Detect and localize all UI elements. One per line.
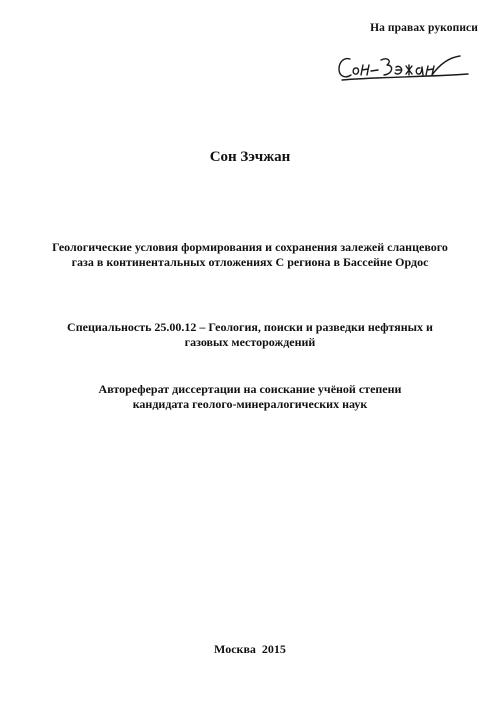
- specialty-line-1: Специальность 25.00.12 – Геология, поиски и разведки нефтяных и: [67, 320, 433, 334]
- specialty-line-2: газовых месторождений: [184, 335, 316, 349]
- title-line-1: Геологические условия формирования и сохранения залежей сланцевого: [52, 240, 448, 254]
- specialty-statement: [30, 320, 470, 350]
- abstract-statement: [30, 382, 470, 412]
- handwritten-signature: [336, 50, 476, 84]
- rights-notice: На правах рукописи: [370, 22, 478, 34]
- dissertation-title: [30, 240, 470, 270]
- author-name: Сон Зэчжан: [209, 149, 291, 165]
- abstract-line-1: Автореферат диссертации на соискание учёной степени: [98, 382, 402, 396]
- abstract-line-2: кандидата геолого-минералогических наук: [132, 397, 368, 411]
- city-year: Москва 2015: [214, 642, 286, 656]
- title-line-2: газа в континентальных отложениях С региона в Бассейне Ордос: [71, 255, 429, 269]
